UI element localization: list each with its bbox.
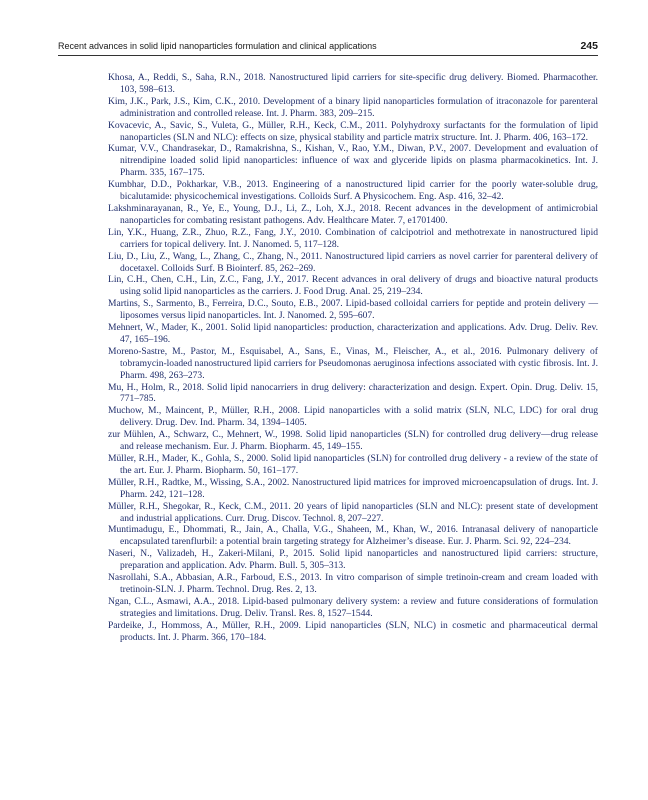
reference-item: Kim, J.K., Park, J.S., Kim, C.K., 2010. Development of a binary lipid nanoparticles formulation of itraconazole for parenteral administration and controlled release. Int. J. Pharm. 383, 209–215. [108,95,598,119]
header-rule [58,55,598,56]
running-title: Recent advances in solid lipid nanoparticles formulation and clinical applications [58,41,377,51]
reference-item: Müller, R.H., Shegokar, R., Keck, C.M., 2011. 20 years of lipid nanoparticles (SLN and NLC): present state of development and industrial applications. Curr. Drug. Discov. Technol. 8, 207–227. [108,500,598,524]
reference-item: Kumbhar, D.D., Pokharkar, V.B., 2013. Engineering of a nanostructured lipid carrier for the poorly water-soluble drug, bicalutamide: physicochemical investigations. Colloids Surf. A Physicochem. Eng. Asp. 416, 32–42. [108,179,598,203]
reference-item: Lin, C.H., Chen, C.H., Lin, Z.C., Fang, J.Y., 2017. Recent advances in oral delivery of drugs and bioactive natural products using solid lipid nanoparticles as the carriers. J. Food Drug. Anal. 25, 219–234. [108,274,598,298]
reference-item: Naseri, N., Valizadeh, H., Zakeri-Milani, P., 2015. Solid lipid nanoparticles and nanostructured lipid carriers: structure, preparation and application. Adv. Pharm. Bull. 5, 305–313. [108,548,598,572]
running-header [58,40,598,54]
reference-item: Kovacevic, A., Savic, S., Vuleta, G., Müller, R.H., Keck, C.M., 2011. Polyhydroxy surfactants for the formulation of lipid nanoparticles (SLN and NLC): effects on size, physical stability and particle matrix structure. Int. J. Pharm. 406, 163–172. [108,119,598,143]
reference-item: Mehnert, W., Mader, K., 2001. Solid lipid nanoparticles: production, characterization and applications. Adv. Drug. Deliv. Rev. 47, 165–196. [108,322,598,345]
reference-item: Liu, D., Liu, Z., Wang, L., Zhang, C., Zhang, N., 2011. Nanostructured lipid carriers as novel carrier for parenteral delivery of docetaxel. Colloids Surf. B Biointerf. 85, 262–269. [108,250,598,274]
reference-item: Ngan, C.L., Asmawi, A.A., 2018. Lipid-based pulmonary delivery system: a review and future considerations of formulation strategies and limitations. Drug. Deliv. Transl. Res. 8, 1527–1544. [108,595,598,619]
reference-item: Müller, R.H., Radtke, M., Wissing, S.A., 2002. Nanostructured lipid matrices for improved microencapsulation of drugs. Int. J. Pharm. 242, 121–128. [108,476,598,500]
reference-list [108,72,598,644]
reference-item: Lakshminarayanan, R., Ye, E., Young, D.J., Li, Z., Loh, X.J., 2018. Recent advances in the development of antimicrobial nanoparticles for combating resistant pathogens. Adv. Healthcare Mater. 7, e1701400. [108,202,598,226]
reference-item: Muchow, M., Maincent, P., Müller, R.H., 2008. Lipid nanoparticles with a solid matrix (SLN, NLC, LDC) for oral drug delivery. Drug. Dev. Ind. Pharm. 34, 1394–1405. [108,405,598,429]
reference-item: Nasrollahi, S.A., Abbasian, A.R., Farboud, E.S., 2013. In vitro comparison of simple tretinoin-cream and cream loaded with tretinoin-SLN. J. Pharm. Technol. Drug. Res. 2, 13. [108,572,598,595]
reference-item: Müller, R.H., Mader, K., Gohla, S., 2000. Solid lipid nanoparticles (SLN) for controlled drug delivery - a review of the state of the art. Eur. J. Pharm. Biopharm. 50, 161–177. [108,453,598,476]
reference-item: Mu, H., Holm, R., 2018. Solid lipid nanocarriers in drug delivery: characterization and design. Expert. Opin. Drug. Deliv. 15, 771–785. [108,381,598,405]
reference-item: Pardeike, J., Hommoss, A., Müller, R.H., 2009. Lipid nanoparticles (SLN, NLC) in cosmetic and pharmaceutical dermal products. Int. J. Pharm. 366, 170–184. [108,619,598,643]
reference-item: Muntimadugu, E., Dhommati, R., Jain, A., Challa, V.G., Shaheen, M., Khan, W., 2016. Intranasal delivery of nanoparticle encapsulated tarenflurbil: a potential brain targeting strategy for Alzheimer’s disease. Eur. J. Pharm. Sci. 92, 224–234. [108,524,598,548]
reference-item: Kumar, V.V., Chandrasekar, D., Ramakrishna, S., Kishan, V., Rao, Y.M., Diwan, P.V., 2007. Development and evaluation of nitrendipine loaded solid lipid nanoparticles: influence of wax and glyceride lipids on plasma pharmacokinetics. Int. J. Pharm. 335, 167–175. [108,143,598,179]
reference-item: Moreno-Sastre, M., Pastor, M., Esquisabel, A., Sans, E., Vinas, M., Fleischer, A., et al., 2016. Pulmonary delivery of tobramycin-loaded nanostructured lipid carriers for Pseudomonas aeruginosa infections associated with cystic fibrosis. Int. J. Pharm. 498, 263–273. [108,345,598,381]
reference-item: Martins, S., Sarmento, B., Ferreira, D.C., Souto, E.B., 2007. Lipid-based colloidal carriers for peptide and protein delivery — liposomes versus lipid nanoparticles. Int. J. Nanomed. 2, 595–607. [108,298,598,322]
page-number: 245 [580,40,598,52]
reference-item: Lin, Y.K., Huang, Z.R., Zhuo, R.Z., Fang, J.Y., 2010. Combination of calcipotriol and methotrexate in nanostructured lipid carriers for topical delivery. Int. J. Nanomed. 5, 117–128. [108,226,598,250]
reference-item: Khosa, A., Reddi, S., Saha, R.N., 2018. Nanostructured lipid carriers for site-specific drug delivery. Biomed. Pharmacother. 103, 598–613. [108,72,598,95]
reference-item: zur Mühlen, A., Schwarz, C., Mehnert, W., 1998. Solid lipid nanoparticles (SLN) for controlled drug delivery—drug release and release mechanism. Eur. J. Pharm. Biopharm. 45, 149–155. [108,429,598,453]
